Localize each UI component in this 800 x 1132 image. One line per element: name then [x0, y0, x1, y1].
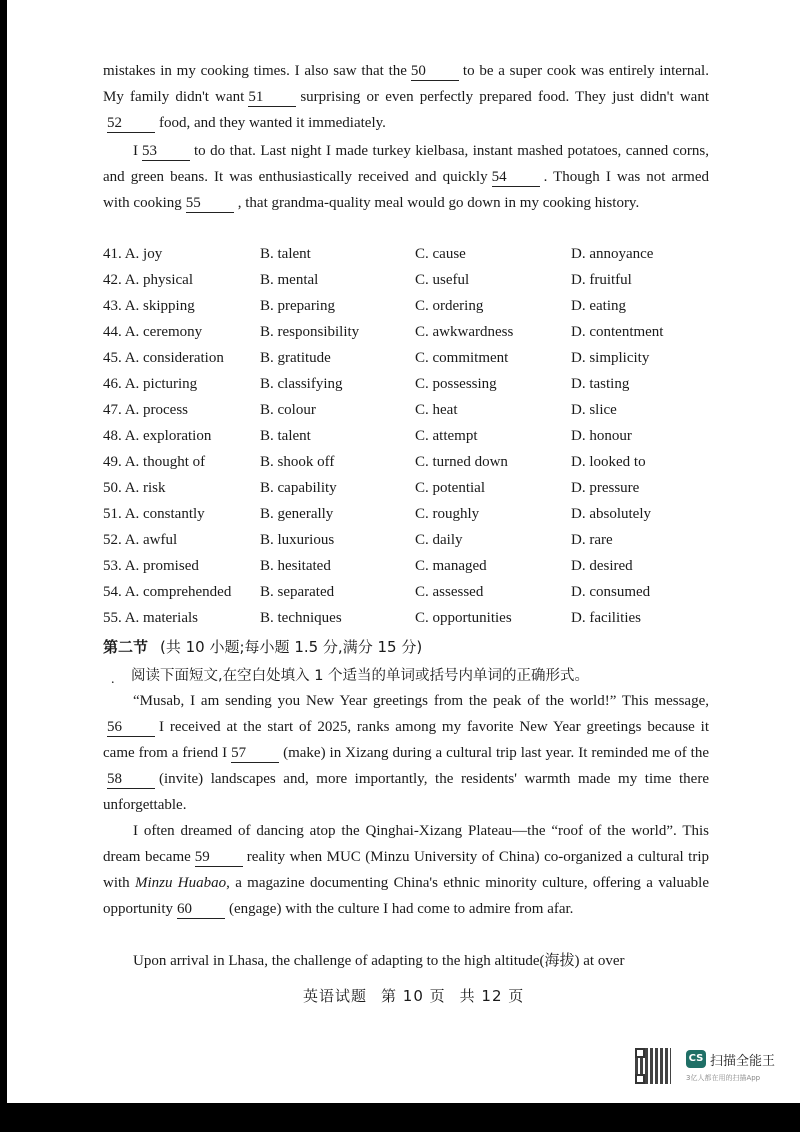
text: I received at the start of 2025, ranks among my favorite New Year greetings because it came from a friend I — [103, 719, 709, 761]
text: (make) in Xizang during a cultural trip last year. It reminded me of the — [283, 745, 709, 761]
option-row-49 — [103, 454, 709, 480]
option-row-52 — [103, 532, 709, 558]
blank-58: 58 — [107, 770, 155, 789]
passage2-paragraph-2 — [103, 818, 709, 922]
magazine-title: Minzu Huabao — [134, 875, 227, 891]
option-row-47 — [103, 402, 709, 428]
exam-page — [7, 0, 800, 1103]
option-a-text: A. exploration — [124, 428, 212, 444]
option-c: C. useful — [415, 272, 470, 288]
option-a — [103, 428, 211, 445]
option-d: D. tasting — [571, 376, 630, 392]
section-heading — [103, 636, 422, 657]
option-b: B. gratitude — [260, 350, 331, 366]
option-a-text: A. comprehended — [124, 584, 232, 600]
option-row-48 — [103, 428, 709, 454]
option-d: D. eating — [571, 298, 626, 314]
option-a — [103, 480, 166, 497]
option-d: D. desired — [571, 558, 633, 574]
option-d: D. annoyance — [571, 246, 654, 262]
option-b: B. talent — [260, 428, 311, 444]
option-a-text: A. consideration — [124, 350, 224, 366]
option-d: D. rare — [571, 532, 613, 548]
option-a — [103, 350, 224, 367]
blank-54: 54 — [492, 168, 540, 187]
question-number: 48. — [103, 428, 122, 444]
text: , that grandma-quality meal would go down in my cooking history. — [237, 195, 640, 211]
option-c: C. managed — [415, 558, 487, 574]
option-b: B. separated — [260, 584, 335, 600]
question-number: 43. — [103, 298, 122, 314]
blank-52: 52 — [107, 114, 155, 133]
option-row-46 — [103, 376, 709, 402]
text: surprising or even perfectly prepared food. They just didn't want — [300, 89, 710, 105]
text: Upon arrival in Lhasa, the challenge of adapting to the high altitude(海拔) at over — [133, 953, 625, 969]
option-a-text: A. picturing — [124, 376, 198, 392]
blank-56: 56 — [107, 718, 155, 737]
option-a-text: A. physical — [124, 272, 194, 288]
option-d: D. looked to — [571, 454, 646, 470]
footer-total-pages: 共 12 页 — [459, 987, 525, 1005]
passage2-paragraph-1 — [103, 688, 709, 818]
footer-page-number: 第 10 页 — [381, 987, 446, 1005]
option-b: B. techniques — [260, 610, 342, 626]
watermark-tagline: 3亿人都在用的扫描App — [686, 1074, 761, 1082]
text: I often dreamed of dancing atop the Qinghai-Xizang Plateau—the “roof of the world”. This dream became — [103, 823, 709, 865]
qr-code-icon — [635, 1048, 671, 1084]
option-c: C. commitment — [415, 350, 509, 366]
text: (invite) landscapes and, more importantly, the residents' warmth made my time there unforgettable. — [103, 771, 709, 813]
option-c: C. attempt — [415, 428, 478, 444]
option-c: C. possessing — [415, 376, 497, 392]
option-a — [103, 246, 162, 263]
option-d: D. contentment — [571, 324, 664, 340]
option-row-53 — [103, 558, 709, 584]
option-a-text: A. promised — [124, 558, 199, 574]
option-a — [103, 324, 202, 341]
option-a — [103, 298, 195, 315]
option-a — [103, 506, 205, 523]
blank-60: 60 — [177, 900, 225, 919]
option-a-text: A. skipping — [124, 298, 195, 314]
option-b: B. mental — [260, 272, 319, 288]
option-a — [103, 272, 193, 289]
option-c: C. cause — [415, 246, 466, 262]
option-a-text: A. materials — [124, 610, 198, 626]
option-row-54 — [103, 584, 709, 610]
blank-53: 53 — [142, 142, 190, 161]
option-a-text: A. awful — [124, 532, 178, 548]
option-c: C. assessed — [415, 584, 484, 600]
question-number: 47. — [103, 402, 122, 418]
text: reality when MUC (Minzu University of China) co-organized a cultural trip with — [103, 849, 709, 891]
option-b: B. shook off — [260, 454, 335, 470]
watermark-app-name: 扫描全能王 — [710, 1054, 776, 1069]
option-row-55 — [103, 610, 709, 636]
option-a-text: A. process — [124, 402, 189, 418]
option-row-51 — [103, 506, 709, 532]
question-number: 46. — [103, 376, 122, 392]
camscanner-logo-icon: CS — [686, 1050, 706, 1068]
option-c: C. opportunities — [415, 610, 512, 626]
option-b: B. talent — [260, 246, 311, 262]
blank-57: 57 — [231, 744, 279, 763]
option-b: B. colour — [260, 402, 316, 418]
blank-59: 59 — [195, 848, 243, 867]
option-row-43 — [103, 298, 709, 324]
footer-subject: 英语试题 — [303, 987, 368, 1005]
blank-55: 55 — [186, 194, 234, 213]
option-d: D. simplicity — [571, 350, 650, 366]
question-number: 50. — [103, 480, 122, 496]
option-d: D. absolutely — [571, 506, 651, 522]
option-b: B. luxurious — [260, 532, 335, 548]
option-b: B. hesitated — [260, 558, 331, 574]
passage2-paragraph-3 — [103, 948, 709, 974]
option-a-text: A. ceremony — [124, 324, 203, 340]
option-c: C. turned down — [415, 454, 508, 470]
passage1-paragraph-1 — [103, 58, 709, 136]
option-d: D. consumed — [571, 584, 651, 600]
option-c: C. ordering — [415, 298, 484, 314]
option-a — [103, 610, 198, 627]
option-row-50 — [103, 480, 709, 506]
text: I — [133, 143, 138, 159]
question-number: 42. — [103, 272, 122, 288]
option-b: B. capability — [260, 480, 337, 496]
question-number: 52. — [103, 532, 122, 548]
question-number: 55. — [103, 610, 122, 626]
option-b: B. classifying — [260, 376, 343, 392]
option-d: D. honour — [571, 428, 632, 444]
option-b: B. generally — [260, 506, 334, 522]
option-a — [103, 584, 231, 601]
text: . Though I was not armed with cooking — [103, 169, 709, 211]
text: , a magazine documenting China's ethnic minority culture, offering a valuable opportunity — [103, 875, 710, 917]
text: to be a super cook was entirely internal. My family didn't want — [103, 63, 709, 105]
option-d: D. pressure — [571, 480, 640, 496]
option-a-text: A. constantly — [124, 506, 205, 522]
option-a — [103, 402, 188, 419]
page-footer — [303, 985, 538, 1006]
option-a-text: A. thought of — [124, 454, 206, 470]
text: (engage) with the culture I had come to admire from afar. — [229, 901, 574, 917]
question-number: 45. — [103, 350, 122, 366]
option-a-text: A. joy — [124, 246, 163, 262]
passage1-paragraph-2 — [103, 138, 709, 216]
question-number: 44. — [103, 324, 122, 340]
question-number: 49. — [103, 454, 122, 470]
option-a — [103, 532, 177, 549]
option-a — [103, 558, 199, 575]
option-c: C. potential — [415, 480, 485, 496]
text: mistakes in my cooking times. I also saw that the — [103, 63, 407, 79]
option-c: C. daily — [415, 532, 463, 548]
option-row-41 — [103, 246, 709, 272]
section-title: 第二节 — [103, 638, 149, 656]
option-d: D. slice — [571, 402, 617, 418]
option-d: D. fruitful — [571, 272, 632, 288]
option-c: C. heat — [415, 402, 458, 418]
section-instruction: 阅读下面短文,在空白处填入 1 个适当的单词或括号内单词的正确形式。 — [131, 668, 590, 684]
section-scoring: (共 10 小题;每小题 1.5 分,满分 15 分) — [160, 638, 423, 656]
question-number: 51. — [103, 506, 122, 522]
scanner-watermark — [635, 1046, 795, 1088]
option-row-45 — [103, 350, 709, 376]
scan-speck: . — [111, 672, 115, 687]
option-row-44 — [103, 324, 709, 350]
option-row-42 — [103, 272, 709, 298]
option-a — [103, 454, 205, 471]
blank-51: 51 — [248, 88, 296, 107]
option-b: B. responsibility — [260, 324, 360, 340]
question-number: 54. — [103, 584, 122, 600]
option-c: C. roughly — [415, 506, 480, 522]
question-number: 53. — [103, 558, 122, 574]
text: “Musab, I am sending you New Year greetings from the peak of the world!” This message, — [133, 693, 709, 709]
option-d: D. facilities — [571, 610, 641, 626]
option-a — [103, 376, 197, 393]
option-c: C. awkwardness — [415, 324, 514, 340]
option-b: B. preparing — [260, 298, 335, 314]
option-a-text: A. risk — [124, 480, 166, 496]
text: to do that. Last night I made turkey kielbasa, instant mashed potatoes, canned corns, and green beans. It was enthusiastically received and quickly — [103, 143, 709, 185]
text: food, and they wanted it immediately. — [159, 115, 386, 131]
question-number: 41. — [103, 246, 122, 262]
blank-50: 50 — [411, 62, 459, 81]
